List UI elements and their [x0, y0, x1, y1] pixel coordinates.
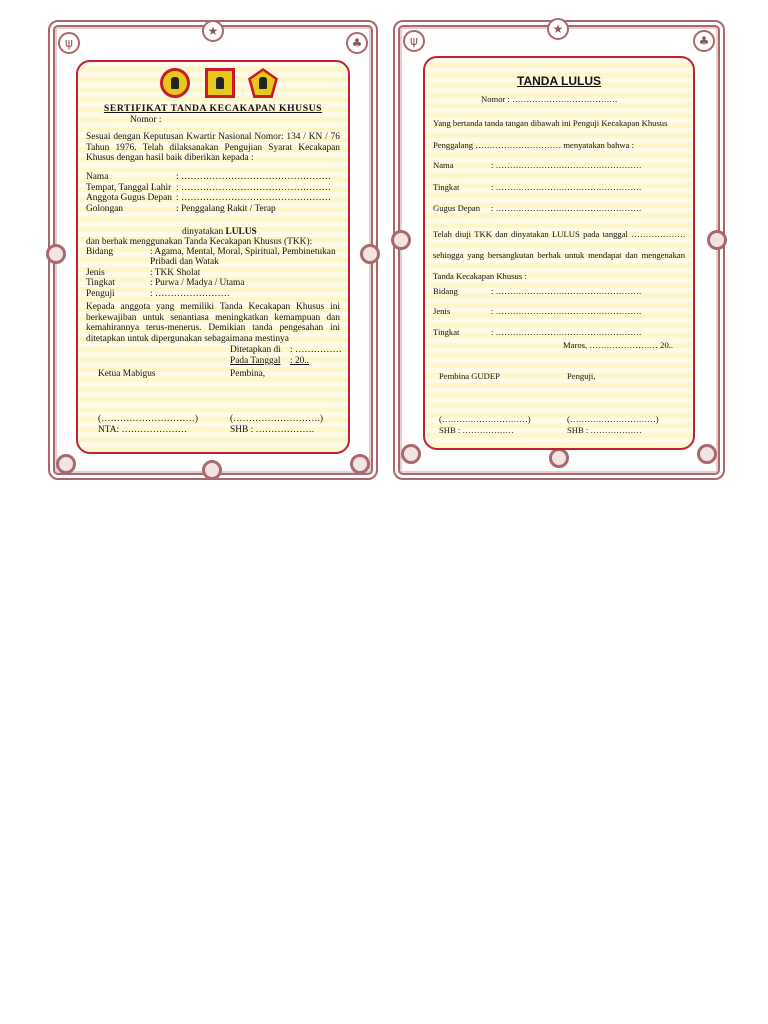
detail-row: Penguji : ……………………	[86, 289, 230, 299]
telah-paragraph: Telah diuji TKK dan dinyatakan LULUS pada tanggal ………………. sehingga yang bersangkutan berhak untuk mendapat dan mengenakan Tanda Kecakapan Khusus :	[433, 229, 685, 281]
rope-knot-icon	[46, 244, 66, 264]
rope-knot-icon	[350, 454, 370, 474]
tanda-lulus-card	[393, 20, 725, 480]
tanda-lulus-body	[423, 56, 695, 450]
intro-line: Yang bertanda tanda tangan dibawah ini Penguji Kecakapan Khusus	[433, 118, 668, 128]
rope-knot-icon	[391, 230, 411, 250]
certificate-card	[48, 20, 378, 480]
field-row: Anggota Gugus Depan : …………………………………………	[86, 193, 331, 203]
pada-tanggal-line: Pada Tanggal : 20..	[230, 356, 310, 366]
field-row: Tingkat : ……………………………………………	[433, 182, 642, 192]
field-row: Nama : ……………………………………………	[433, 160, 642, 170]
field-row: Gugus Depan : ……………………………………………	[433, 203, 642, 213]
page-title: SERTIFIKAT TANDA KECAKAPAN KHUSUS	[103, 103, 323, 114]
field-row: Bidang : ……………………………………………	[433, 286, 642, 296]
shb-line: SHB : ………………	[439, 425, 514, 435]
rope-knot-icon	[707, 230, 727, 250]
nomor-line: Nomor :	[130, 115, 162, 125]
tree-emblem-icon: ♣	[693, 30, 715, 52]
nomor-line: Nomor : ……………………………….	[481, 94, 618, 104]
ketua-label: Ketua Mabigus	[98, 369, 156, 379]
signature-line: (…………………………)	[439, 414, 531, 424]
rope-knot-icon	[697, 444, 717, 464]
signature-line: (……………………….)	[230, 414, 323, 424]
dinyatakan-line: dinyatakan LULUS	[182, 227, 257, 237]
field-row: Tingkat : ……………………………………………	[433, 327, 642, 337]
berhak-line: dan berhak menggunakan Tanda Kecakapan Khusus (TKK):	[86, 237, 313, 247]
bidang-row-cont: Pribadi dan Watak	[150, 257, 219, 267]
pembina-label: Pembina,	[230, 369, 266, 379]
penguji-label: Penguji,	[567, 371, 596, 381]
scout-emblem-icon: ψ	[58, 32, 80, 54]
page-title: TANDA LULUS	[517, 74, 601, 88]
field-row: Nama : …………………………………………	[86, 172, 331, 182]
star-emblem-icon: ★	[202, 20, 224, 42]
signature-line: (…………………………)	[567, 414, 659, 424]
rope-knot-icon	[549, 448, 569, 468]
bidang-row: Bidang : Agama, Mental, Moral, Spiritual, Pembinetukan	[86, 247, 336, 257]
rope-knot-icon	[202, 460, 222, 480]
scout-emblem-icon: ψ	[403, 30, 425, 52]
rope-knot-icon	[56, 454, 76, 474]
field-row: Tempat, Tanggal Lahir : …………………………………………	[86, 182, 331, 193]
shb-line: SHB : ……………….	[230, 425, 315, 435]
ditetapkan-line: Ditetapkan di : ……………	[230, 345, 342, 355]
rope-knot-icon	[360, 244, 380, 264]
closing-paragraph: Kepada anggota yang memiliki Tanda Kecakapan Khusus ini berkewajiban untuk senantiasa meningkatkan kemampuan dan kemahirannya terus-menerus. Demikian tanda pengesahan ini ditetapkan untuk dipergunakan sebagaimana mestinya	[86, 302, 340, 344]
field-row: Jenis : ……………………………………………	[433, 306, 642, 316]
star-emblem-icon: ★	[547, 18, 569, 40]
penggalang-line: Penggalang ………………………… menyatakan bahwa :	[433, 140, 634, 150]
intro-paragraph: Sesuai dengan Keputusan Kwartir Nasional Nomor: 134 / KN / 76 Tahun 1976. Telah dilaksanakan Pengujian Syarat Kecakapan Khusus dengan hasil baik diberikan kepada :	[86, 132, 340, 164]
tree-emblem-icon: ♣	[346, 32, 368, 54]
certificate-body	[76, 60, 350, 454]
shb-line: SHB : ………………	[567, 425, 642, 435]
nta-line: NTA: …………………	[98, 425, 188, 435]
detail-row: Tingkat : Purwa / Madya / Utama	[86, 278, 245, 288]
field-row: Golongan : Penggalang Rakit / Terap	[86, 203, 276, 214]
rope-knot-icon	[401, 444, 421, 464]
detail-row: Jenis : TKK Sholat	[86, 267, 201, 278]
signature-line: (…………………………)	[98, 414, 198, 424]
maros-date-line: Maros, …………………… 20..	[563, 340, 674, 350]
pembina-label: Pembina GUDEP	[439, 371, 500, 381]
